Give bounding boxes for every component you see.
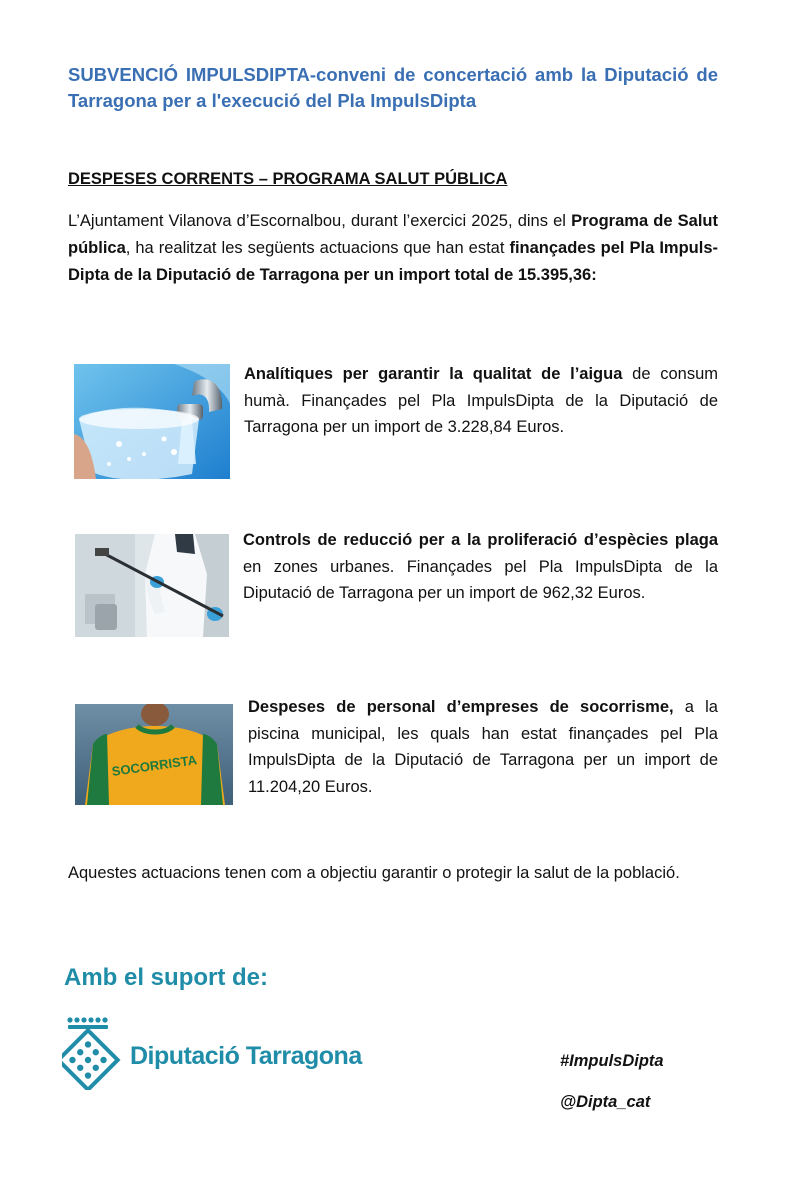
item-lifeguard	[248, 694, 718, 800]
item-pest-control	[243, 527, 718, 607]
closing-paragraph: Aquestes actuacions tenen com a objectiu garantir o protegir la salut de la població.	[68, 864, 680, 882]
support-label: Amb el suport de:	[64, 964, 269, 991]
intro-text-1: L’Ajuntament Vilanova d’Escornalbou, durant l’exercici 2025, dins el	[68, 212, 572, 230]
twitter-handle: @Dipta_cat	[560, 1093, 651, 1111]
intro-bold-1: Programa de Salut pública	[68, 212, 718, 257]
shirt-text: SOCORRISTA	[110, 752, 198, 779]
intro-bold-2: finançades pel Pla Impuls-Dipta de la Diputació de Tarragona per un import total de 15.395,36:	[68, 239, 718, 284]
intro-paragraph	[68, 208, 718, 289]
lifeguard-image	[75, 704, 233, 805]
item-water-bold: Analítiques per garantir la qualitat de l’aigua	[244, 365, 623, 383]
item-lifeguard-text: a la piscina municipal, les quals han estat finançades pel Pla ImpulsDipta de la Diputació de Tarragona per un import de 11.204,20 Euros.	[248, 698, 718, 796]
diputacio-emblem-icon	[62, 1016, 126, 1090]
item-water-analysis	[244, 361, 718, 441]
pest-control-image	[75, 534, 229, 637]
hashtag: #ImpulsDipta	[560, 1052, 664, 1070]
item-water-text: de consum humà. Finançades pel Pla ImpulsDipta de la Diputació de Tarragona per un import de 3.228,84 Euros.	[244, 365, 719, 436]
section-heading: DESPESES CORRENTS – PROGRAMA SALUT PÚBLICA	[68, 170, 508, 188]
item-pest-bold: Controls de reducció per a la proliferació d’espècies plaga	[243, 531, 718, 549]
diputacio-logo	[62, 1016, 382, 1090]
document-title: SUBVENCIÓ IMPULSDIPTA-conveni de concertació amb la Diputació de Tarragona per a l'execució del Pla ImpulsDipta	[68, 64, 718, 111]
intro-text-2: , ha realitzat les següents actuacions que han estat	[125, 239, 510, 257]
water-analysis-image	[74, 364, 230, 479]
item-lifeguard-bold: Despeses de personal d’empreses de socorrisme,	[248, 698, 674, 716]
logo-text: Diputació Tarragona	[130, 1042, 362, 1070]
item-pest-text: en zones urbanes. Finançades pel Pla ImpulsDipta de la Diputació de Tarragona per un import de 962,32 Euros.	[243, 557, 718, 602]
